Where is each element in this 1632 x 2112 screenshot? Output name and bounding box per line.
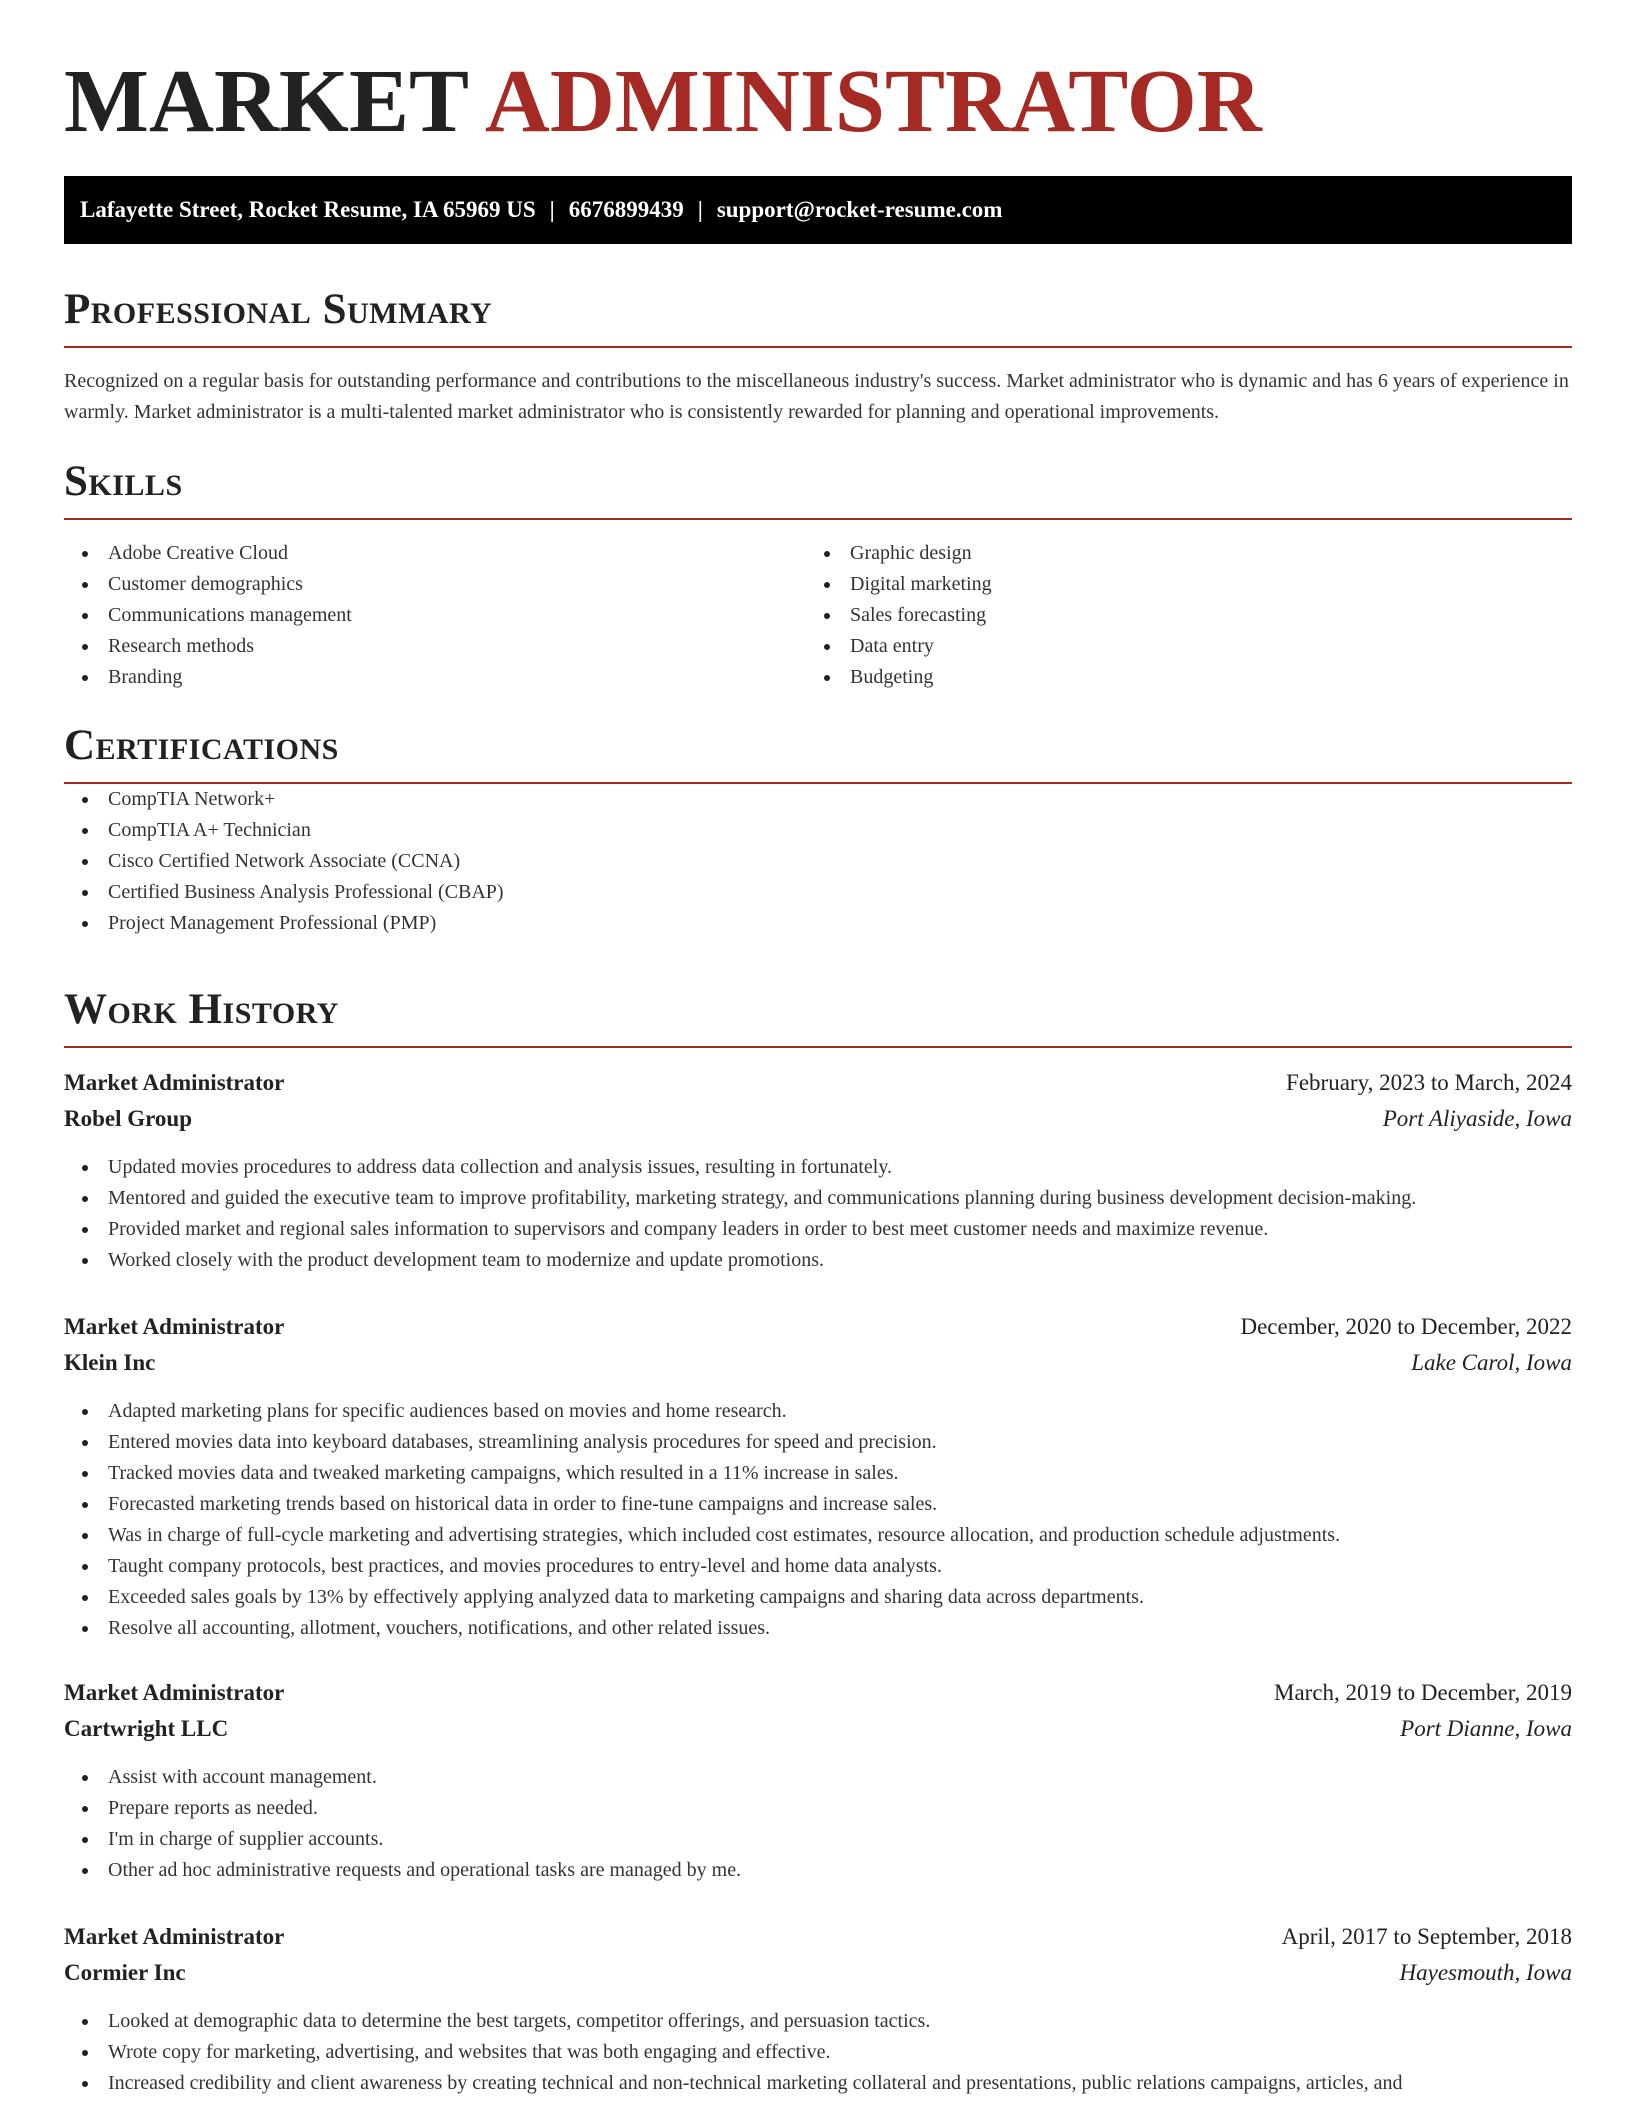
job-title: Market Administrator [64,1314,285,1339]
job-bullet: I'm in charge of supplier accounts. [64,1824,1572,1855]
job-bullet: Other ad hoc administrative requests and operational tasks are managed by me. [64,1855,1572,1886]
job-entry [64,1314,1572,1644]
summary-section [64,284,1572,428]
section-divider [64,346,1572,348]
job-bullet: Mentored and guided the executive team to improve profitability, marketing strategy, and communications planning during business development decision-making. [64,1183,1572,1214]
job-header [64,1314,1572,1350]
skill-item: Digital marketing [806,569,1548,600]
job-bullets [64,1762,1572,1886]
contact-separator: | [697,197,703,222]
job-bullet: Forecasted marketing trends based on historical data in order to fine-tune campaigns and increase sales. [64,1489,1572,1520]
job-dates: April, 2017 to September, 2018 [1281,1924,1572,1949]
job-header [64,1924,1572,1960]
job-bullet: Provided market and regional sales information to supervisors and company leaders in order to best meet customer needs and maximize revenue. [64,1214,1572,1245]
job-bullets [64,1152,1572,1276]
job-bullet: Tracked movies data and tweaked marketing campaigns, which resulted in a 11% increase in sales. [64,1458,1572,1489]
job-location: Hayesmouth, Iowa [1399,1960,1572,1985]
contact-bar [64,176,1572,244]
section-divider [64,1046,1572,1048]
work-history-section [64,984,1572,1048]
certifications-section [64,720,1572,939]
skills-section [64,456,1572,693]
certifications-list [64,784,1572,939]
job-dates: December, 2020 to December, 2022 [1240,1314,1572,1339]
job-company: Cartwright LLC [64,1716,229,1741]
contact-email[interactable]: support@rocket-resume.com [716,197,1003,222]
skill-item: Customer demographics [64,569,806,600]
certification-item: Cisco Certified Network Associate (CCNA) [64,846,1572,877]
skill-item: Branding [64,662,806,693]
job-subheader [64,1960,1572,1996]
job-bullet: Assist with account management. [64,1762,1572,1793]
section-divider [64,518,1572,520]
skills-columns [64,538,1572,693]
certification-item: Certified Business Analysis Professional (CBAP) [64,877,1572,908]
job-title: Market Administrator [64,1924,285,1949]
skill-item: Research methods [64,631,806,662]
job-bullets [64,2006,1572,2099]
certification-item: CompTIA A+ Technician [64,815,1572,846]
skill-item: Data entry [806,631,1548,662]
job-bullet: Taught company protocols, best practices, and movies procedures to entry-level and home data analysts. [64,1551,1572,1582]
job-bullets [64,1396,1572,1644]
job-dates: March, 2019 to December, 2019 [1274,1680,1572,1705]
job-header [64,1070,1572,1106]
contact-separator: | [549,197,555,222]
job-bullet: Was in charge of full-cycle marketing and advertising strategies, which included cost estimates, resource allocation, and production schedule adjustments. [64,1520,1572,1551]
section-title-work-history: Work History [64,986,339,1033]
job-bullet: Exceeded sales goals by 13% by effectively applying analyzed data to marketing campaigns and sharing data across departments. [64,1582,1572,1613]
job-bullet: Worked closely with the product development team to modernize and update promotions. [64,1245,1572,1276]
skill-item: Budgeting [806,662,1548,693]
summary-text: Recognized on a regular basis for outstanding performance and contributions to the miscellaneous industry's success. Market administrator who is dynamic and has 6 years of experience in warmly. Market administrator is a multi-talented market administrator who is consistently rewarded for planning and operational improvements. [64,370,1569,423]
job-bullet: Prepare reports as needed. [64,1793,1572,1824]
skill-item: Sales forecasting [806,600,1548,631]
job-title: Market Administrator [64,1070,285,1095]
resume-name [64,52,1262,152]
job-entry [64,1924,1572,2099]
job-location: Port Aliyaside, Iowa [1382,1106,1572,1131]
name-last: ADMINISTRATOR [484,52,1262,151]
job-bullet: Increased credibility and client awareness by creating technical and non-technical marketing collateral and presentations, public relations campaigns, articles, and [64,2068,1572,2099]
job-location: Port Dianne, Iowa [1400,1716,1572,1741]
job-dates: February, 2023 to March, 2024 [1286,1070,1572,1095]
job-subheader [64,1716,1572,1752]
job-bullet: Resolve all accounting, allotment, vouchers, notifications, and other related issues. [64,1613,1572,1644]
skill-item: Adobe Creative Cloud [64,538,806,569]
contact-address: Lafayette Street, Rocket Resume, IA 65969 US [80,197,536,222]
job-bullet: Looked at demographic data to determine the best targets, competitor offerings, and persuasion tactics. [64,2006,1572,2037]
job-bullet: Adapted marketing plans for specific audiences based on movies and home research. [64,1396,1572,1427]
job-subheader [64,1350,1572,1386]
job-company: Cormier Inc [64,1960,186,1985]
job-entry [64,1070,1572,1276]
job-subheader [64,1106,1572,1142]
contact-phone[interactable]: 6676899439 [568,197,684,222]
job-bullet: Updated movies procedures to address data collection and analysis issues, resulting in fortunately. [64,1152,1572,1183]
job-location: Lake Carol, Iowa [1411,1350,1572,1375]
skill-item: Communications management [64,600,806,631]
job-bullet: Entered movies data into keyboard databases, streamlining analysis procedures for speed and precision. [64,1427,1572,1458]
job-company: Robel Group [64,1106,193,1131]
section-title-skills: Skills [64,458,183,505]
job-header [64,1680,1572,1716]
job-bullet: Wrote copy for marketing, advertising, and websites that was both engaging and effective. [64,2037,1572,2068]
skills-list-right [806,538,1548,693]
job-company: Klein Inc [64,1350,156,1375]
job-entry [64,1680,1572,1886]
certification-item: CompTIA Network+ [64,784,1572,815]
skills-list-left [64,538,806,693]
job-title: Market Administrator [64,1680,285,1705]
section-title-certifications: Certifications [64,722,339,769]
skill-item: Graphic design [806,538,1548,569]
certification-item: Project Management Professional (PMP) [64,908,1572,939]
name-first: MARKET [64,52,468,151]
section-title-summary: Professional Summary [64,286,493,333]
